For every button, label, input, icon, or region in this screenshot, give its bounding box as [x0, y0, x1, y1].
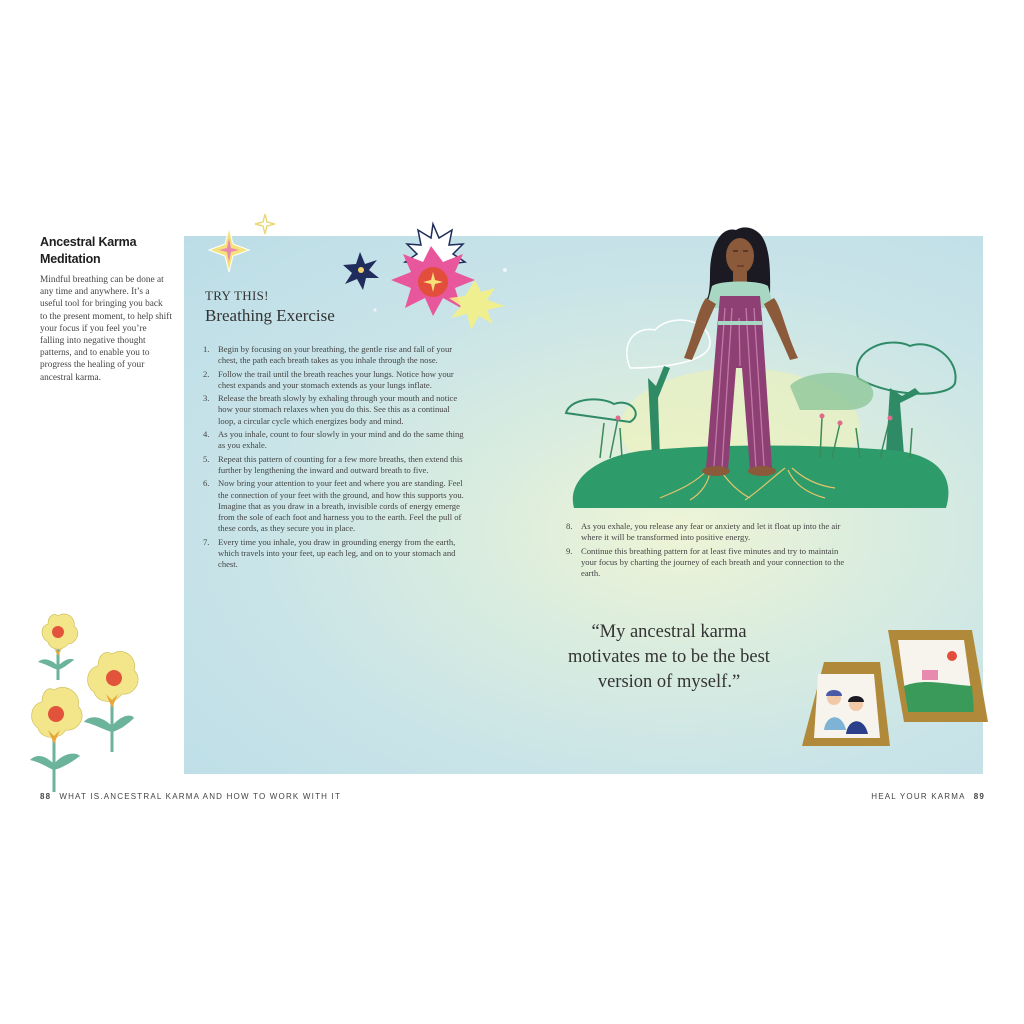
page-number-right: 89 [973, 792, 985, 801]
running-head-left: WHAT IS.ANCESTRAL KARMA AND HOW TO WORK WITH IT [59, 792, 342, 801]
list-item [203, 369, 465, 392]
exercise-title: Breathing Exercise [205, 306, 335, 325]
step-text: As you exhale, you release any fear or anxiety and let it float up into the air where it will be transformed into positive energy. [581, 521, 841, 543]
steps-list-right [566, 521, 856, 581]
steps-list-left [203, 344, 465, 573]
running-head-right: HEAL YOUR KARMA [871, 792, 966, 801]
list-item [203, 537, 465, 571]
step-text: Every time you inhale, you draw in grounding energy from the earth, which travels into your feet, up each leg, and on to your stomach and chest. [218, 536, 456, 570]
list-item [203, 478, 465, 534]
step-number: 9. [566, 545, 573, 556]
list-item [203, 344, 465, 367]
photo-frames-illustration [794, 626, 990, 750]
list-item [203, 393, 465, 427]
footer-left [40, 792, 341, 801]
page-number-left: 88 [40, 792, 52, 801]
step-number: 5. [203, 453, 210, 464]
footer-right [871, 792, 985, 801]
step-number: 4. [203, 429, 210, 440]
try-this-label: TRY THIS! [205, 288, 269, 303]
step-text: As you inhale, count to four slowly in your mind and do the same thing as you exhale. [218, 429, 464, 451]
flowers-illustration [28, 608, 146, 792]
meditating-woman-illustration [560, 218, 970, 510]
list-item [566, 521, 856, 544]
list-item [203, 454, 465, 477]
sidebar-body: Mindful breathing can be done at any time and anywhere. It’s a useful tool for bringing you back to the present moment, to help shift your focus if you feel you’re falling into negative thought patterns, and to enable you to progress the healing of your ancestral karma. [40, 275, 172, 383]
step-number: 7. [203, 536, 210, 547]
step-number: 8. [566, 521, 573, 531]
pull-quote: “My ancestral karma motivates me to be the best version of myself.” [568, 622, 770, 692]
step-text: Now bring your attention to your feet and where you are standing. Feel the connection of your feet with the ground, and how this supports you. Imagine that as you draw in a breath, invisible cords of energy emerge from the sole of each foot and harness you to the earth. Feel the pull of these cords, as they secure you in place. [218, 478, 464, 534]
step-number: 6. [203, 478, 210, 489]
step-text: Release the breath slowly by exhaling through your mouth and notice how your stomach relaxes when you do this. See this as a continual loop, a circular cycle which energizes body and mind. [218, 393, 458, 426]
list-item [203, 429, 465, 452]
step-number: 2. [203, 368, 210, 379]
sidebar [40, 234, 172, 384]
step-text: Begin by focusing on your breathing, the gentle rise and fall of your chest, the path each breath takes as you inhale through the nose. [218, 344, 453, 366]
sidebar-heading: Ancestral Karma Meditation [40, 235, 137, 266]
step-number: 3. [203, 393, 210, 404]
list-item [566, 546, 856, 580]
step-text: Continue this breathing pattern for at least five minutes and try to maintain your focus by charting the journey of each breath and your connection to the earth. [581, 545, 845, 579]
step-text: Repeat this pattern of counting for a few more breaths, then extend this further by lengthening the inward and outward breath to five. [218, 453, 463, 475]
step-number: 1. [203, 344, 210, 354]
step-text: Follow the trail until the breath reaches your lungs. Notice how your chest expands and your stomach extends as your lungs inflate. [218, 368, 454, 390]
